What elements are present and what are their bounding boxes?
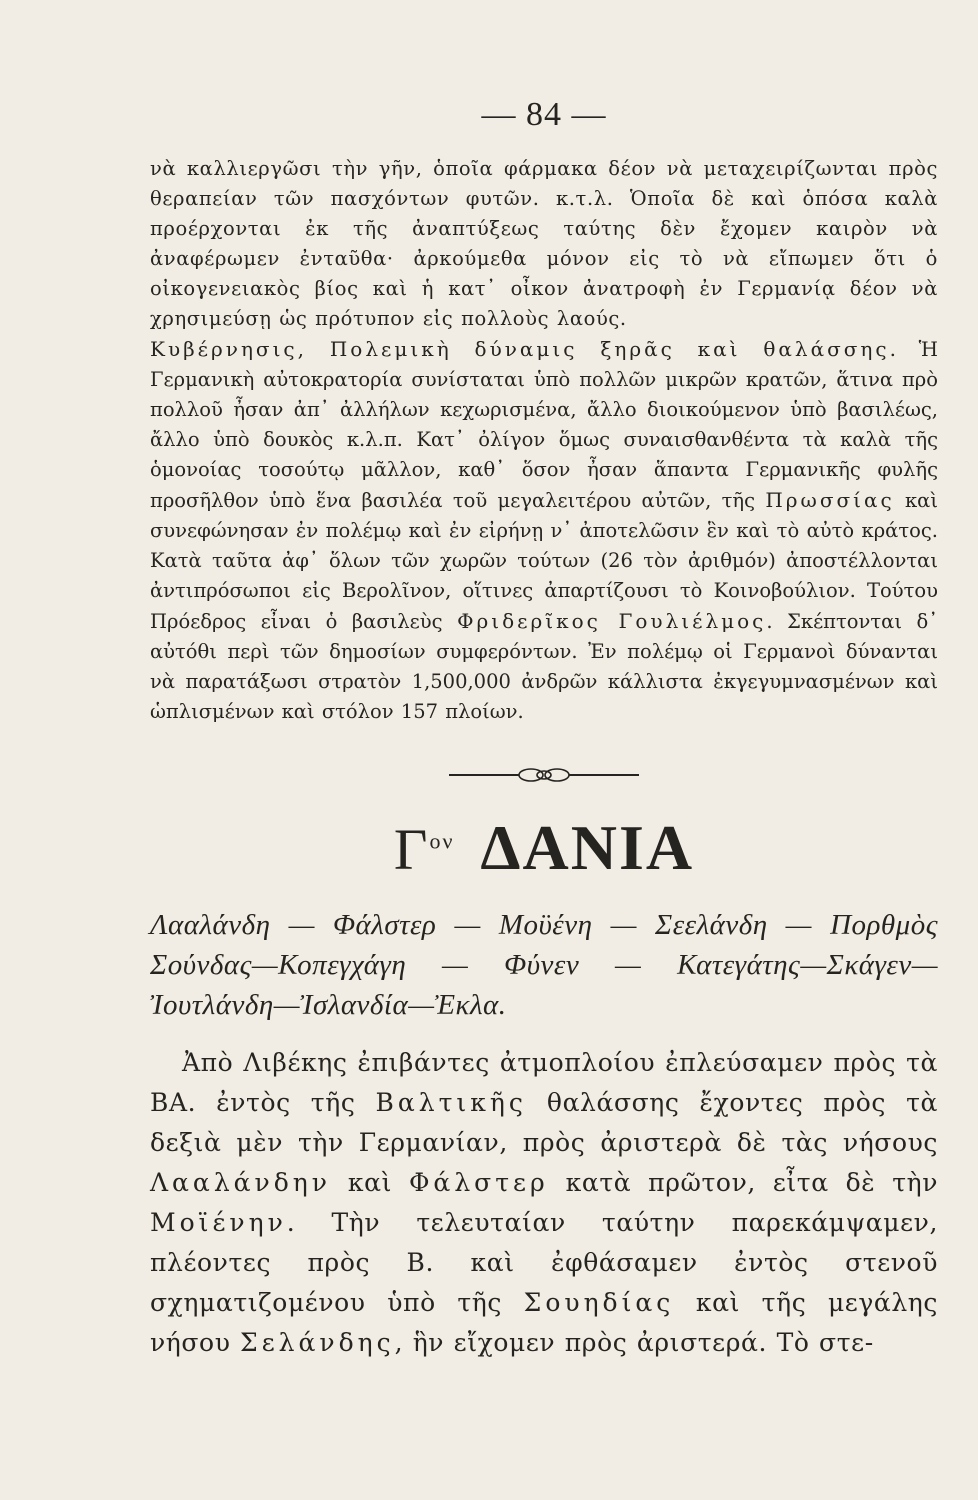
paragraph-text: νὰ καλλιεργῶσι τὴν γῆν, ὁποῖα φάρμακα δέον νὰ μεταχειρίζωνται πρὸς θεραπείαν τῶν πασχόντων φυτῶν. κ.τ.λ. Ὁποῖα δὲ καὶ ὁπόσα καλὰ προέρχονται ἐκ τῆς ἀναπτύξεως ταύτης δὲν ἔχομεν καιρὸν νὰ ἀναφέρωμεν ἐνταῦθα· ἀρκούμεθα μόνον εἰς τὸ νὰ εἴπωμεν ὅτι ὁ οἰκογενειακὸς βίος καὶ ἡ κατ᾽ οἶκον ἀνατροφὴ ἐν Γερμανίᾳ δέον νὰ χρησιμεύσῃ ὡς πρότυπον εἰς πολλοὺς λαούς. — [150, 157, 938, 330]
paragraph-text: Ἀπὸ Λιβέκης ἐπιβάντες ἀτμοπλοίου ἐπλεύσαμεν πρὸς τὰ ΒΑ. ἐντὸς τῆς — [150, 1048, 938, 1117]
paragraph-text: . Τὴν τελευταίαν ταύτην παρεκάμψαμεν, πλέοντες πρὸς Β. καὶ ἐφθάσαμεν ἐντὸς στενοῦ σχηματιζομένου ὑπὸ τῆς — [150, 1208, 938, 1317]
chapter-subtitle: Λααλάνδη — Φάλστερ — Μοϋένη — Σεελάνδη — Πορθμὸς Σούνδας—Κοπεγχάγη — Φύνεν — Κατεγάτης—Σκάγεν—Ἰουτλάνδη—Ἰσλανδία—Ἐκλα. — [150, 909, 938, 1021]
paragraph-text: καὶ συνεφώνησαν ἐν πολέμῳ καὶ ἐν εἰρήνῃ ν᾽ ἀποτελῶσιν ἓν καὶ τὸ αὐτὸ κράτος. Κατὰ ταῦτα ἀφ᾽ ὅλων τῶν χωρῶν τούτων (26 τὸν ἀριθμόν) ἀποστέλλονται ἀντιπρόσωποι εἰς Βερολῖνον, οἵτινες ἀπαρτίζουσι τὸ Κοινοβούλιον. Τούτου Πρόεδρος εἶναι ὁ βασιλεὺς — [150, 489, 938, 633]
chapter-numeral: $\Gamma^{o\nu}$ — [393, 817, 455, 882]
chapter-numeral-mark: ον — [429, 828, 455, 854]
paragraph-text: . Σκέπτονται δ᾽ αὐτόθι περὶ τῶν δημοσίων συμφερόντων. Ἐν πολέμῳ οἱ Γερμανοὶ δύνανται νὰ παρατάξωσι στρατὸν 1,500,000 ἀνδρῶν κάλλιστα ἐκγεγυμνασμένων καὶ ὡπλισμένων καὶ στόλον 157 πλοίων. — [150, 610, 938, 723]
emphasis-prussia: Πρωσσίας — [765, 488, 895, 512]
paragraph-text: καὶ τῆς μεγάλης νήσου — [150, 1288, 938, 1357]
paragraph-text: καὶ — [330, 1168, 409, 1197]
ornament-divider — [449, 765, 639, 785]
page-number: — 84 — — [481, 96, 607, 133]
chapter-heading — [150, 811, 938, 885]
chapter-title: ΔΑΝΙΑ — [480, 812, 695, 883]
paragraph-agriculture — [150, 154, 938, 334]
paragraph-text: , ἣν εἴχομεν πρὸς ἀριστερά. Τὸ στε- — [394, 1328, 874, 1357]
emphasis-zealand: Σελάνδης — [240, 1328, 395, 1357]
paragraph-text: Ἡ Γερμανικὴ αὐτοκρατορία συνίσταται ὑπὸ πολλῶν μικρῶν κρατῶν, ἅτινα πρὸ πολλοῦ ἦσαν ἀπ᾽ ἀλλήλων κεχωρισμένα, ἄλλο διοικούμενον ὑπὸ βασιλέως, ἄλλο ὑπὸ δουκὸς κ.λ.π. Κατ᾽ ὀλίγον ὅμως συναισθανθέντα τὰ καλὰ τῆς ὁμονοίας τοσούτῳ μᾶλλον, καθ᾽ ὅσον ἦσαν ἅπαντα Γερμανικῆς φυλῆς προσῆλθον ὑπὸ ἕνα βασιλέα τοῦ μεγαλειτέρου αὐτῶν, τῆς — [150, 338, 938, 512]
paragraph-text: κατὰ πρῶτον, εἶτα δὲ τὴν — [548, 1168, 939, 1197]
paragraph-government — [150, 334, 938, 727]
emphasis-baltic: Βαλτικῆς — [375, 1088, 527, 1117]
emphasis-king-name: Φριδερῖκος Γουλιέλμος — [457, 609, 767, 633]
paragraph-voyage — [150, 1043, 938, 1363]
paragraph-text: θαλάσσης ἔχοντες πρὸς τὰ δεξιὰ μὲν τὴν Γερμανίαν, πρὸς ἀριστερὰ δὲ τὰς νήσους — [150, 1088, 938, 1157]
section-heading-government: Κυβέρνησις, Πολεμικὴ δύναμις ξηρᾶς καὶ θαλάσσης. — [150, 337, 899, 361]
emphasis-moen: Μοϊένην — [150, 1208, 287, 1237]
emphasis-laaland: Λααλάνδην — [150, 1168, 331, 1197]
emphasis-sweden: Σουηδίας — [523, 1288, 675, 1317]
emphasis-falster: Φάλστερ — [408, 1168, 549, 1197]
